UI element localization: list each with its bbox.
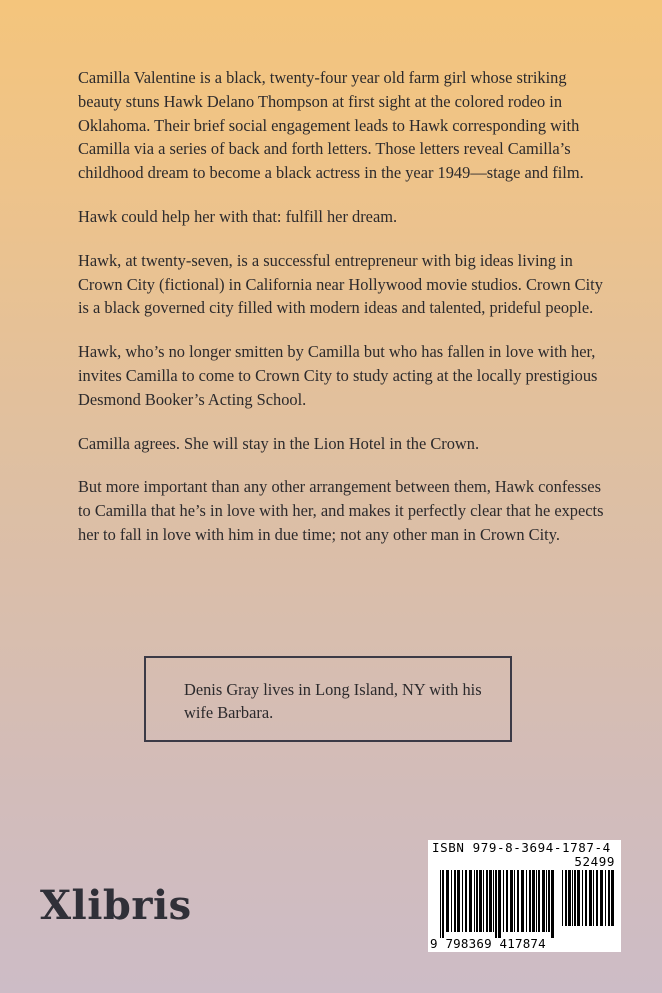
- barcode-bar: [565, 870, 567, 926]
- isbn-label: ISBN 979-8-3694-1787-4: [432, 840, 611, 855]
- back-cover-blurb: [78, 66, 608, 567]
- barcode-bar: [605, 870, 606, 926]
- barcode-bar: [498, 870, 501, 938]
- barcode-bars: [440, 870, 560, 940]
- barcode-bar: [585, 870, 587, 926]
- barcode-supplement-bars: [562, 870, 617, 930]
- barcode-bar: [514, 870, 515, 932]
- barcode-bar: [600, 870, 603, 926]
- ean-digits: 9 798369 417874: [430, 936, 546, 951]
- barcode-bar: [593, 870, 594, 926]
- barcode-bar: [457, 870, 460, 932]
- barcode-bar: [536, 870, 537, 932]
- barcode-bar: [596, 870, 598, 926]
- blurb-paragraph: Hawk, who’s no longer smitten by Camilla but who has fallen in love with her, invites Camilla to come to Crown City to study acting at the locally prestigious Desmond Booker’s Acting School.: [78, 342, 598, 409]
- barcode-bar: [474, 870, 475, 932]
- barcode-bar: [442, 870, 444, 938]
- barcode-bar: [551, 870, 554, 938]
- barcode-bar: [479, 870, 482, 932]
- barcode-bar: [510, 870, 513, 932]
- blurb-paragraph: Hawk, at twenty-seven, is a successful entrepreneur with big ideas living in Crown City (fictional) in California near Hollywood movie studios. Crown City is a black governed city filled with modern ideas and talented, prideful people.: [78, 250, 603, 318]
- barcode-bar: [532, 870, 535, 932]
- publisher-logo: Xlibris: [40, 882, 192, 929]
- barcode-bar: [506, 870, 508, 932]
- barcode-bar: [489, 870, 492, 932]
- barcode-bar: [469, 870, 472, 932]
- barcode-bar: [465, 870, 467, 932]
- barcode-bar: [529, 870, 531, 932]
- barcode-bar: [589, 870, 592, 926]
- barcode-bar: [451, 870, 452, 932]
- barcode-bar: [521, 870, 524, 932]
- barcode-bar: [493, 870, 494, 932]
- blurb-paragraph: Hawk could help her with that: fulfill her dream.: [78, 206, 398, 226]
- author-bio: Denis Gray lives in Long Island, NY with his wife Barbara.: [184, 680, 482, 722]
- barcode-bar: [495, 870, 497, 938]
- blurb-paragraph: Camilla agrees. She will stay in the Lion Hotel in the Crown.: [78, 433, 480, 453]
- barcode-bar: [542, 870, 545, 932]
- barcode-bar: [517, 870, 519, 932]
- barcode-bar: [476, 870, 478, 932]
- barcode-bar: [462, 870, 463, 932]
- barcode-bar: [577, 870, 580, 926]
- barcode-bar: [572, 870, 573, 926]
- barcode-bar: [562, 870, 563, 926]
- barcode-bar: [454, 870, 456, 932]
- barcode-bar: [548, 870, 550, 932]
- barcode-bar: [608, 870, 610, 926]
- barcode-bar: [440, 870, 441, 938]
- barcode-bar: [568, 870, 571, 926]
- barcode-bar: [446, 870, 449, 932]
- blurb-paragraph: Camilla Valentine is a black, twenty-four year old farm girl whose striking beauty stuns Hawk Delano Thompson at first sight at the colored rodeo in Oklahoma. Their brief social engagement leads to Hawk corresponding with Camilla via a series of back and forth letters. Those letters reveal Camilla’s childhood dream to become a black actress in the year 1949—stage and film.: [78, 68, 584, 183]
- barcode-bar: [483, 870, 484, 932]
- barcode-bar: [611, 870, 614, 926]
- barcode-bar: [526, 870, 527, 932]
- barcode-bar: [582, 870, 583, 926]
- barcode-bar: [486, 870, 488, 932]
- price-code: 52499: [574, 854, 615, 869]
- author-bio-box: [144, 656, 512, 742]
- barcode-bar: [503, 870, 504, 932]
- blurb-paragraph: But more important than any other arrangement between them, Hawk confesses to Camilla that he’s in love with her, and makes it perfectly clear that he expects her to fall in love with him in due time; not any other man in Crown City.: [78, 477, 604, 544]
- barcode-bar: [546, 870, 547, 932]
- barcode-bar: [538, 870, 540, 932]
- barcode-bar: [574, 870, 576, 926]
- isbn-barcode: [428, 840, 621, 952]
